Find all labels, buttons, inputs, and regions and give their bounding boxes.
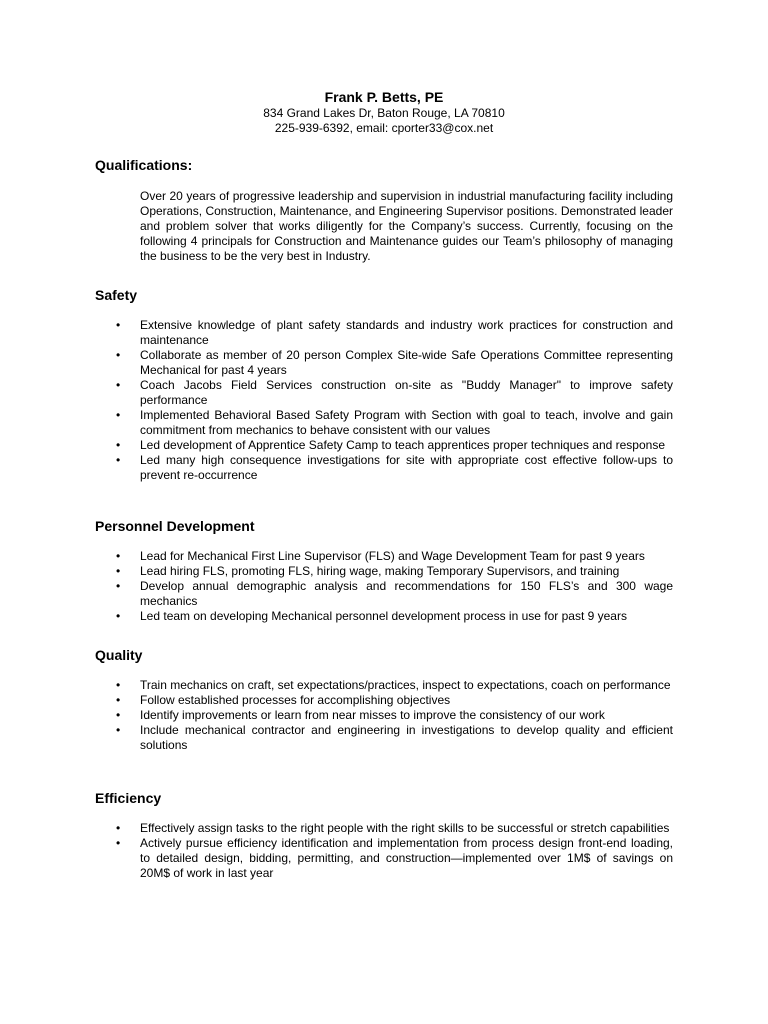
bullet-icon: • (116, 318, 121, 332)
bullet-icon: • (116, 693, 121, 707)
bullet-icon: • (116, 708, 121, 722)
bullet-icon: • (116, 348, 121, 362)
safety-list (116, 318, 673, 483)
bullet-icon: • (116, 723, 121, 737)
list-item-text: Lead hiring FLS, promoting FLS, hiring wage, making Temporary Supervisors, and training (140, 564, 620, 578)
list-item (116, 438, 673, 453)
list-item-text: Led team on developing Mechanical personnel development process in use for past 9 years (140, 609, 627, 623)
bullet-icon: • (116, 378, 121, 392)
list-item-text: Identify improvements or learn from near misses to improve the consistency of our work (140, 708, 605, 722)
list-item (116, 453, 673, 483)
qualifications-heading: Qualifications: (95, 157, 193, 173)
qualifications-text: Over 20 years of progressive leadership and supervision in industrial manufacturing facility including Operations, Construction, Maintenance, and Engineering Supervisor positions. Demonstrated leader and problem solver that works diligently for the Company’s success. Currently, focusing on the following 4 principals for Construction and Maintenance guides our Team’s philosophy of managing the business to be the very best in Industry. (140, 189, 673, 263)
bullet-icon: • (116, 438, 121, 452)
personnel-development-list (116, 549, 673, 624)
list-item (116, 821, 673, 836)
quality-list (116, 678, 673, 753)
list-item-text: Train mechanics on craft, set expectations/practices, inspect to expectations, coach on performance (140, 678, 671, 692)
list-item (116, 678, 673, 693)
bullet-icon: • (116, 579, 121, 593)
bullet-icon: • (116, 821, 121, 835)
list-item (116, 579, 673, 609)
list-item (116, 609, 673, 624)
quality-heading: Quality (95, 647, 143, 663)
list-item-text: Led many high consequence investigations for site with appropriate cost effective follow-ups to prevent re-occurrence (140, 453, 673, 482)
list-item-text: Include mechanical contractor and engineering in investigations to develop quality and efficient solutions (140, 723, 673, 752)
bullet-icon: • (116, 564, 121, 578)
personnel-development-heading: Personnel Development (95, 518, 255, 534)
list-item (116, 549, 673, 564)
list-item-text: Develop annual demographic analysis and recommendations for 150 FLS’s and 300 wage mechanics (140, 579, 673, 608)
bullet-icon: • (116, 549, 121, 563)
bullet-icon: • (116, 408, 121, 422)
list-item-text: Collaborate as member of 20 person Complex Site-wide Safe Operations Committee representing Mechanical for past 4 years (140, 348, 673, 377)
bullet-icon: • (116, 453, 121, 467)
safety-heading: Safety (95, 287, 138, 303)
bullet-icon: • (116, 609, 121, 623)
list-item (116, 348, 673, 378)
list-item (116, 836, 673, 881)
efficiency-list (116, 821, 673, 881)
list-item (116, 408, 673, 438)
list-item (116, 378, 673, 408)
list-item-text: Implemented Behavioral Based Safety Program with Section with goal to teach, involve and gain commitment from mechanics to behave consistent with our values (140, 408, 673, 437)
resume-header (0, 88, 768, 136)
efficiency-heading: Efficiency (95, 790, 162, 806)
candidate-name: Frank P. Betts, PE (324, 89, 444, 105)
bullet-icon: • (116, 678, 121, 692)
list-item (116, 708, 673, 723)
address-line: 834 Grand Lakes Dr, Baton Rouge, LA 70810 (263, 106, 505, 120)
contact-line: 225-939-6392, email: cporter33@cox.net (274, 121, 494, 135)
bullet-icon: • (116, 836, 121, 850)
list-item-text: Effectively assign tasks to the right people with the right skills to be successful or stretch capabilities (140, 821, 670, 835)
list-item (116, 318, 673, 348)
list-item-text: Follow established processes for accomplishing objectives (140, 693, 451, 707)
list-item (116, 693, 673, 708)
list-item-text: Lead for Mechanical First Line Supervisor (FLS) and Wage Development Team for past 9 years (140, 549, 645, 563)
list-item (116, 564, 673, 579)
list-item-text: Actively pursue efficiency identification and implementation from process design front-end loading, to detailed design, bidding, permitting, and construction—implemented over 1M$ of savings on 20M$ of work in last year (140, 836, 673, 880)
list-item-text: Led development of Apprentice Safety Camp to teach apprentices proper techniques and response (140, 438, 666, 452)
list-item-text: Coach Jacobs Field Services construction on-site as "Buddy Manager" to improve safety performance (140, 378, 673, 407)
list-item (116, 723, 673, 753)
list-item-text: Extensive knowledge of plant safety standards and industry work practices for construction and maintenance (140, 318, 673, 347)
